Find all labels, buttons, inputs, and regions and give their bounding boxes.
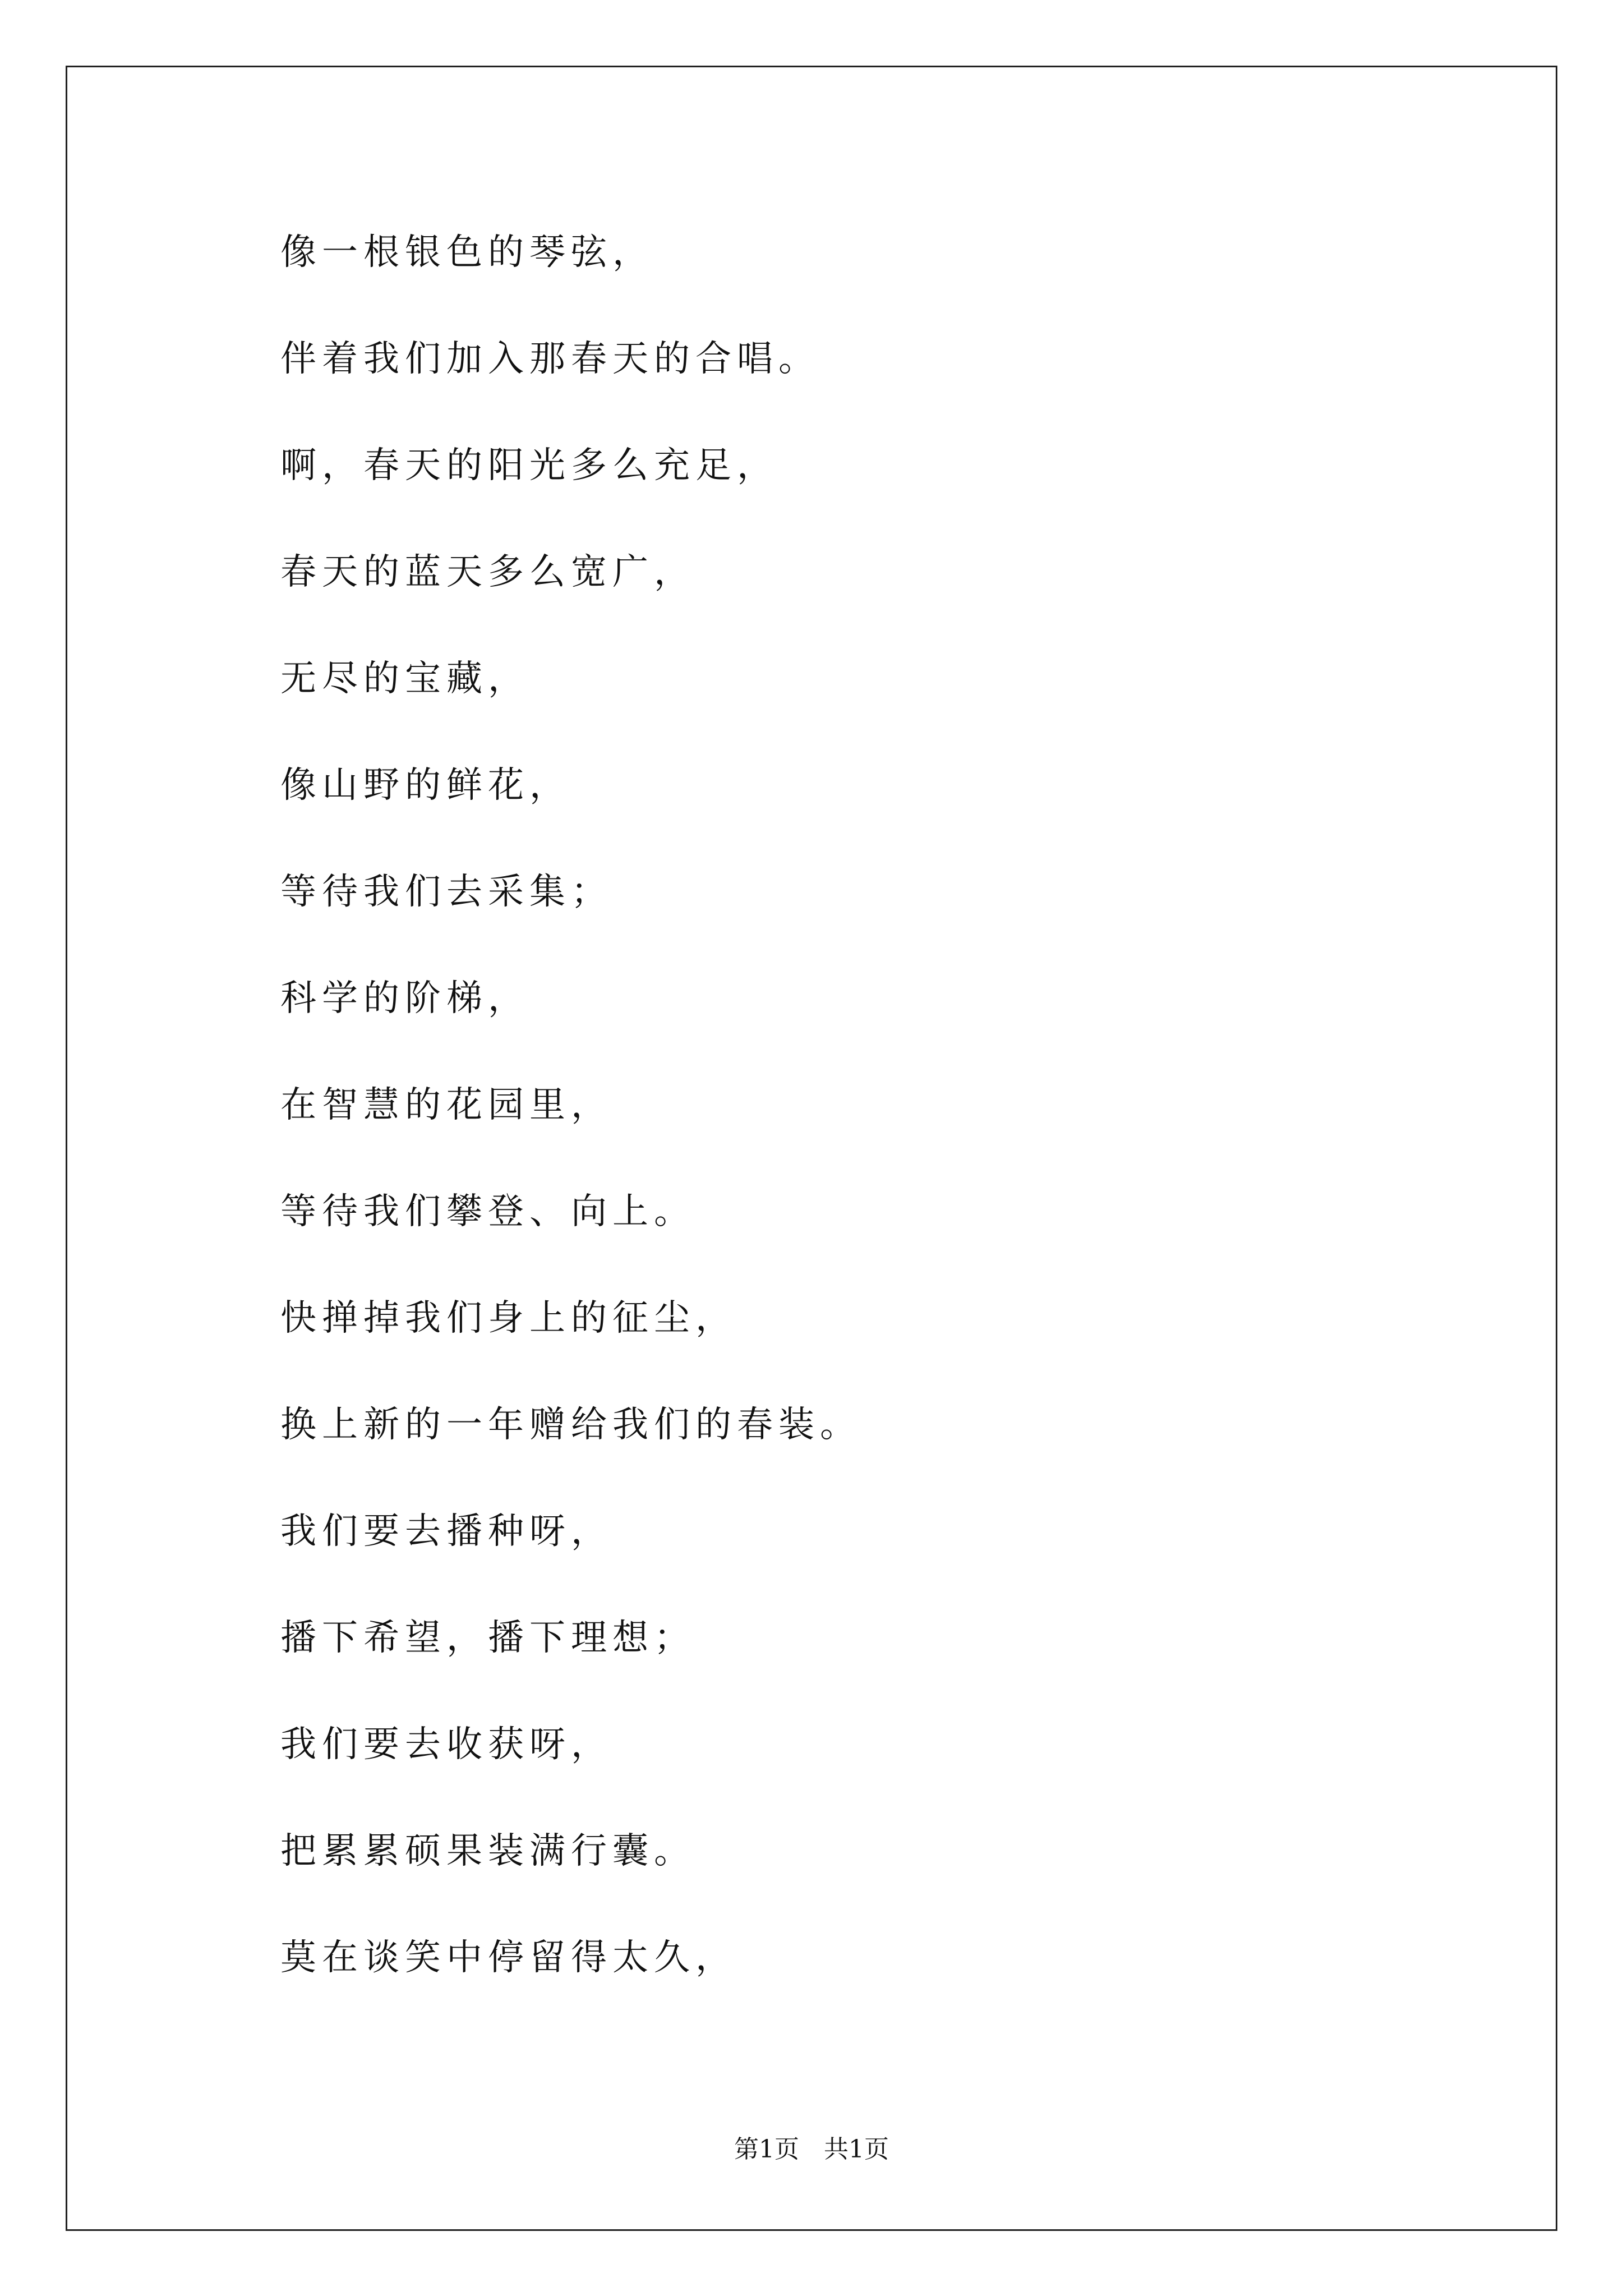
poem-line: 我们要去播种呀， <box>280 1511 612 1552</box>
poem-line: 像山野的鲜花， <box>280 765 571 806</box>
poem-line: 在智慧的花园里， <box>280 1084 612 1126</box>
poem-line: 等待我们攀登、向上。 <box>280 1191 695 1232</box>
poem-line: 我们要去收获呀， <box>280 1724 612 1765</box>
poem-line: 春天的蓝天多么宽广， <box>280 551 695 593</box>
poem-line: 播下希望，播下理想； <box>280 1617 695 1659</box>
poem-line: 等待我们去采集； <box>280 871 612 913</box>
poem-line: 莫在谈笑中停留得太久， <box>280 1937 737 1978</box>
poem-line: 像一根银色的琴弦， <box>280 232 654 273</box>
poem-line: 伴着我们加入那春天的合唱。 <box>280 338 820 380</box>
poem-line: 换上新的一年赠给我们的春装。 <box>280 1404 861 1446</box>
poem-body <box>280 224 861 2036</box>
poem-line: 无尽的宝藏， <box>280 658 529 700</box>
poem-line: 啊，春天的阳光多么充足， <box>280 445 778 486</box>
poem-line: 快掸掉我们身上的征尘， <box>280 1297 737 1339</box>
page-number-footer: 第1页 共1页 <box>734 2135 889 2164</box>
poem-line: 科学的阶梯， <box>280 978 529 1019</box>
poem-line: 把累累硕果装满行囊。 <box>280 1830 695 1872</box>
